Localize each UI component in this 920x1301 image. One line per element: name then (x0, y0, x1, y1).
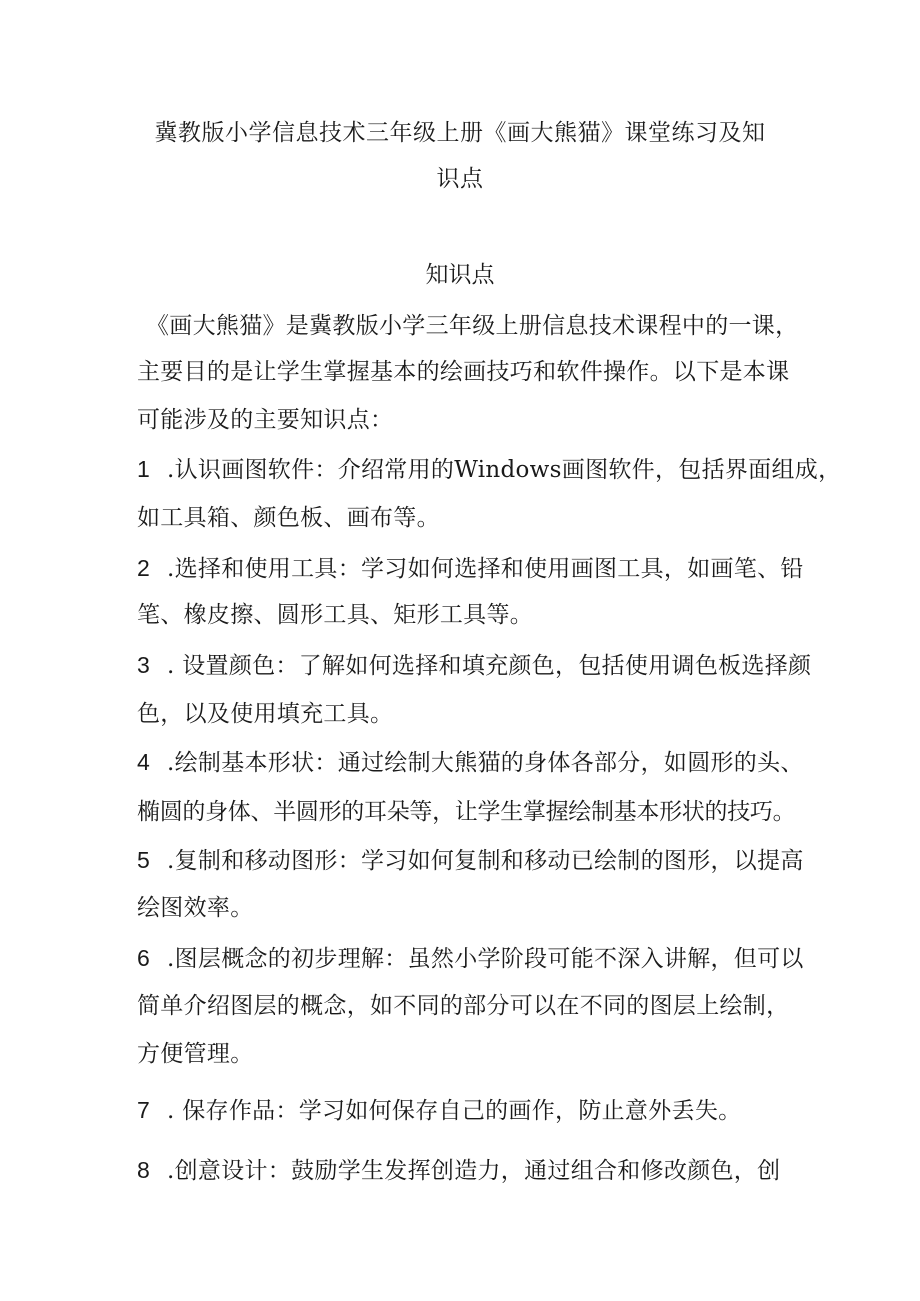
list-item-text: . 设置颜色：了解如何选择和填充颜色，包括使用调色板选择颜 (167, 653, 812, 679)
list-item-2 (137, 551, 804, 586)
list-item-2-continuation: 笔、橡皮擦、圆形工具、矩形工具等。 (137, 602, 534, 628)
list-item-number: 8 (137, 1157, 151, 1183)
intro-line-1: 《画大熊猫》是冀教版小学三年级上册信息技术课程中的一课， (146, 313, 799, 339)
list-item-text: .绘制基本形状：通过绘制大熊猫的身体各部分，如圆形的头、 (167, 750, 804, 776)
document-title-line-2: 识点 (436, 166, 484, 192)
list-item-number: 1 (137, 456, 151, 482)
list-item-4 (137, 745, 804, 780)
list-item-5 (137, 843, 804, 878)
list-item-number: 7 (137, 1097, 151, 1123)
list-item-6-continuation: 简单介绍图层的概念，如不同的部分可以在不同的图层上绘制， (137, 993, 790, 1019)
list-item-3-continuation: 色，以及使用填充工具。 (137, 701, 394, 727)
document-title-line-1: 冀教版小学信息技术三年级上册《画大熊猫》课堂练习及知 (154, 120, 766, 146)
list-item-text: .选择和使用工具：学习如何选择和使用画图工具，如画笔、铅 (167, 556, 804, 582)
list-item-1-continuation: 如工具箱、颜色板、画布等。 (137, 505, 440, 531)
list-item-6-continuation-2: 方便管理。 (137, 1041, 254, 1067)
list-item-text: . 保存作品：学习如何保存自己的画作，防止意外丢失。 (167, 1098, 742, 1124)
list-item-text: .创意设计：鼓励学生发挥创造力，通过组合和修改颜色，创 (167, 1158, 781, 1184)
list-item-3 (137, 648, 811, 683)
list-item-7 (137, 1093, 741, 1128)
section-heading: 知识点 (425, 262, 495, 288)
list-item-number: 6 (137, 945, 151, 971)
list-item-number: 5 (137, 847, 151, 873)
list-item-4-continuation: 椭圆的身体、半圆形的耳朵等，让学生掌握绘制基本形状的技巧。 (137, 799, 796, 825)
list-item-1 (137, 452, 841, 487)
list-item-text: .图层概念的初步理解：虽然小学阶段可能不深入讲解，但可以 (167, 946, 804, 972)
list-item-number: 3 (137, 652, 151, 678)
list-item-6 (137, 941, 804, 976)
list-item-number: 4 (137, 749, 151, 775)
intro-line-3: 可能涉及的主要知识点： (137, 407, 394, 433)
list-item-number: 2 (137, 555, 151, 581)
list-item-text: .认识画图软件：介绍常用的Windows画图软件，包括界面组成， (167, 457, 842, 483)
list-item-text: .复制和移动图形：学习如何复制和移动已绘制的图形，以提高 (167, 848, 804, 874)
intro-line-2: 主要目的是让学生掌握基本的绘画技巧和软件操作。以下是本课 (137, 359, 790, 385)
list-item-5-continuation: 绘图效率。 (137, 895, 254, 921)
list-item-8 (137, 1153, 780, 1188)
